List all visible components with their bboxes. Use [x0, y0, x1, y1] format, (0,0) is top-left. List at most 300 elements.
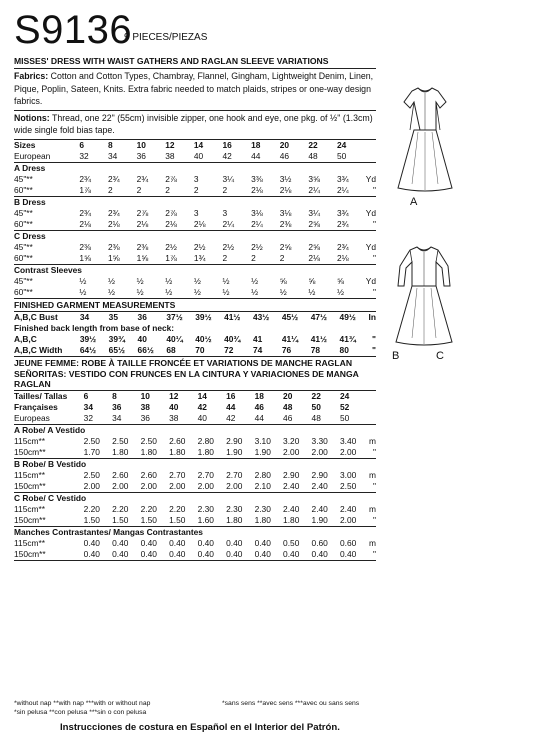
- table-cell: ⅝: [308, 275, 316, 286]
- table-cell: 48: [283, 401, 293, 412]
- table-cell: 2.40: [283, 503, 300, 514]
- bust-row: [14, 312, 376, 323]
- row-label: 60"**: [14, 253, 79, 265]
- table-cell: 22: [311, 390, 321, 401]
- table-cell: 32: [84, 413, 112, 425]
- table-cell: 2.20: [169, 503, 186, 514]
- table-cell: 3⅝: [308, 173, 321, 184]
- table-cell: 0.60: [311, 537, 328, 548]
- table-cell: 47½: [310, 311, 327, 322]
- table-cell: 50: [337, 151, 366, 163]
- table-cell: 64½: [80, 345, 109, 357]
- table-cell: 74: [253, 345, 282, 357]
- table-cell: 0.40: [226, 549, 254, 561]
- table-cell: 2.90: [283, 469, 300, 480]
- table-cell: 6: [79, 139, 85, 150]
- table-cell: 2: [137, 185, 166, 197]
- table-cell: 2.90: [311, 469, 328, 480]
- table-cell: 66½: [138, 345, 167, 357]
- table-cell: 38: [140, 401, 150, 412]
- notions-label: Notions:: [14, 112, 50, 123]
- figure-b-label: B: [392, 350, 400, 362]
- table-cell: 2½: [222, 241, 235, 252]
- table-cell: 38: [165, 151, 194, 163]
- table-cell: 0.40: [283, 549, 311, 561]
- table-cell: 0.40: [254, 537, 271, 548]
- table-cell: 44: [251, 151, 280, 163]
- metric-row: [14, 549, 376, 561]
- table-cell: 34: [112, 413, 140, 425]
- table-cell: 3¾: [337, 173, 349, 184]
- table-cell: 45½: [281, 311, 299, 322]
- table-cell: 2.40: [283, 481, 311, 493]
- title-spanish: SEÑORITAS: VESTIDO CON FRUNCES EN LA CINTURA Y VARIACIONES DE MANGA RAGLAN: [14, 368, 376, 391]
- table-cell: 2½: [193, 241, 206, 252]
- table-cell: 1⅞: [165, 253, 194, 265]
- row-label: 115cm**: [14, 469, 46, 480]
- table-cell: 2: [251, 253, 280, 265]
- table-cell: 0.40: [84, 549, 112, 561]
- table-cell: 2⅝: [279, 241, 292, 252]
- table-cell: 65½: [109, 345, 138, 357]
- table-cell: 2.20: [112, 503, 129, 514]
- table-cell: 2.40: [312, 481, 340, 493]
- fabrics-text: Cotton and Cotton Types, Chambray, Flannel, Gingham, Lightweight Denim, Linen, Pique, Poplin, Sateen, Knits. Extra fabric needed to match plaids, stripes or one-way design fabrics.: [14, 71, 374, 106]
- table-cell: 2¾: [108, 207, 120, 218]
- row-label: A Robe/ A Vestido: [14, 424, 86, 435]
- table-cell: 50: [340, 413, 368, 425]
- table-cell: 1.80: [198, 447, 226, 459]
- table-cell: 3: [193, 173, 199, 184]
- unit-cell: ": [366, 253, 376, 265]
- table-cell: 0.40: [83, 537, 100, 548]
- table-cell: 2: [194, 185, 223, 197]
- table-cell: 16: [226, 390, 236, 401]
- table-cell: 3: [193, 207, 199, 218]
- table-cell: 3⅜: [251, 173, 263, 184]
- table-cell: 18: [254, 390, 264, 401]
- table-cell: 1.80: [169, 447, 197, 459]
- unit-cell: m: [369, 537, 376, 548]
- row-label: A,B,C Bust: [14, 311, 58, 322]
- table-cell: 34: [83, 401, 93, 412]
- row-label: 115cm**: [14, 537, 46, 548]
- table-cell: ⅝: [279, 275, 287, 286]
- table-cell: 18: [251, 139, 261, 150]
- row-label: Finished back length from base of neck:: [14, 322, 175, 333]
- footnote-english: *without nap **with nap ***with or without nap: [14, 700, 151, 707]
- table-cell: 2: [223, 185, 252, 197]
- table-cell: 1.50: [112, 515, 140, 527]
- table-cell: ½: [108, 275, 115, 286]
- table-cell: 0.40: [112, 549, 140, 561]
- table-cell: 2⅜: [280, 219, 309, 231]
- table-cell: 6: [83, 390, 89, 401]
- yardage-row: [14, 253, 376, 265]
- table-cell: 2.40: [340, 503, 357, 514]
- table-cell: 2⅛: [194, 219, 223, 231]
- table-cell: 2: [280, 253, 309, 265]
- table-cell: 0.40: [169, 549, 197, 561]
- spanish-instructions-note: Instrucciones de costura en Español en el Interior del Patrón.: [60, 722, 340, 733]
- table-cell: 39½: [195, 311, 212, 322]
- unit-cell: ": [369, 481, 377, 493]
- table-cell: 41½: [310, 333, 327, 344]
- table-cell: ½: [223, 287, 252, 299]
- table-cell: 2⅝: [308, 241, 321, 252]
- table-cell: 2⅜: [79, 241, 92, 252]
- table-cell: 2¼: [308, 185, 337, 197]
- european-row: [14, 151, 376, 163]
- table-cell: 39¾: [108, 333, 125, 344]
- unit-cell: Yd: [365, 241, 376, 252]
- table-cell: 36: [137, 311, 147, 322]
- table-cell: ½: [137, 287, 166, 299]
- row-label: Manches Contrastantes/ Mangas Contrastantes: [14, 526, 203, 537]
- row-label: 45"**: [14, 241, 33, 252]
- table-cell: 41½: [224, 311, 241, 322]
- table-cell: 20: [283, 390, 293, 401]
- section-title: [14, 264, 376, 276]
- unit-cell: [366, 140, 376, 151]
- dress-bc-illustration: [388, 244, 460, 348]
- table-cell: 52: [340, 401, 350, 412]
- row-label: European: [14, 151, 79, 163]
- table-cell: 2.20: [83, 503, 100, 514]
- table-cell: 2.80: [254, 469, 271, 480]
- table-cell: 2⅛: [137, 219, 166, 231]
- table-cell: 2.60: [169, 435, 186, 446]
- yardage-row: [14, 208, 376, 219]
- yardage-row: [14, 242, 376, 253]
- unit-cell: ": [369, 515, 377, 527]
- table-cell: 2⅞: [136, 207, 149, 218]
- row-label: 150cm**: [14, 549, 84, 561]
- row-label: B Robe/ B Vestido: [14, 458, 87, 469]
- table-cell: 8: [112, 390, 117, 401]
- yardage-row: [14, 276, 376, 287]
- table-cell: 1.50: [84, 515, 112, 527]
- table-cell: 78: [311, 345, 340, 357]
- table-cell: 1⅝: [137, 253, 166, 265]
- table-cell: ½: [308, 287, 337, 299]
- figure-c-label: C: [436, 350, 444, 362]
- table-cell: 2¼: [223, 219, 252, 231]
- fabrics-paragraph: [14, 69, 376, 111]
- table-cell: 2¼: [251, 219, 280, 231]
- table-cell: 0.40: [312, 549, 340, 561]
- table-cell: 68: [166, 345, 195, 357]
- table-cell: 48: [312, 413, 340, 425]
- table-cell: 0.40: [169, 537, 186, 548]
- table-cell: ½: [194, 287, 223, 299]
- metric-row: [14, 470, 376, 481]
- table-cell: 0.40: [226, 537, 243, 548]
- table-cell: 2⅜: [136, 241, 149, 252]
- row-label: 115cm**: [14, 503, 46, 514]
- row-label: C Robe/ C Vestido: [14, 492, 87, 503]
- table-cell: 1.80: [112, 447, 140, 459]
- table-cell: 2.20: [140, 503, 157, 514]
- table-cell: ½: [165, 287, 194, 299]
- table-cell: 1¾: [194, 253, 223, 265]
- unit-cell: In: [368, 311, 376, 322]
- yardage-row: [14, 174, 376, 185]
- table-cell: 32: [79, 151, 108, 163]
- back-length-label: [14, 323, 376, 334]
- footnote-french: *sans sens **avec sens ***avec ou sans sens: [222, 700, 360, 707]
- table-cell: 40½: [195, 333, 212, 344]
- table-cell: 1.80: [141, 447, 169, 459]
- yardage-table: [14, 140, 376, 299]
- table-cell: 2¾: [337, 219, 366, 231]
- table-cell: 2.00: [283, 447, 311, 459]
- table-cell: 3¼: [222, 173, 235, 184]
- table-cell: 2¾: [136, 173, 149, 184]
- table-cell: 10: [140, 390, 150, 401]
- section-title: [14, 162, 376, 174]
- footnotes: [14, 700, 376, 717]
- yardage-row: [14, 287, 376, 299]
- metric-row: [14, 515, 376, 527]
- section-title: [14, 230, 376, 242]
- dress-a-illustration: [390, 84, 460, 196]
- table-cell: 39½: [79, 333, 97, 344]
- row-label: Sizes: [14, 139, 36, 150]
- table-cell: 3⅛: [251, 207, 263, 218]
- metric-row: [14, 481, 376, 493]
- table-cell: 3.40: [340, 435, 357, 446]
- metric-section-title: [14, 526, 376, 538]
- row-label: Contrast Sleeves: [14, 264, 82, 275]
- table-cell: 2½: [165, 241, 177, 252]
- row-label: 45"**: [14, 275, 33, 286]
- table-cell: 40¼: [166, 333, 183, 344]
- table-cell: 1⅝: [108, 253, 137, 265]
- metric-section-title: [14, 458, 376, 470]
- table-cell: 40: [137, 333, 147, 344]
- metric-section-title: [14, 424, 376, 436]
- unit-cell: [369, 391, 377, 402]
- row-label: Tailles/ Tallas: [14, 390, 68, 401]
- table-cell: 3.30: [311, 435, 328, 446]
- table-cell: 1.90: [255, 447, 283, 459]
- table-cell: ⅝: [337, 275, 344, 286]
- unit-cell: Yd: [365, 275, 376, 286]
- unit-cell: [369, 402, 377, 413]
- table-cell: 2.00: [340, 515, 368, 527]
- section-title: [14, 196, 376, 208]
- table-cell: 2: [108, 185, 137, 197]
- table-cell: 48: [308, 151, 337, 163]
- row-label: 45"**: [14, 207, 33, 218]
- unit-cell: ": [372, 333, 376, 344]
- table-cell: ½: [251, 275, 259, 286]
- table-cell: ½: [222, 275, 230, 286]
- table-cell: ½: [280, 287, 309, 299]
- table-cell: 1.70: [84, 447, 112, 459]
- table-cell: 2.30: [226, 503, 243, 514]
- table-cell: ½: [79, 275, 87, 286]
- row-label: 150cm**: [14, 481, 84, 493]
- pattern-number: S9136: [14, 8, 133, 52]
- metric-row: [14, 447, 376, 459]
- table-cell: 0.40: [141, 549, 169, 561]
- table-cell: 42: [197, 401, 207, 412]
- table-cell: 2.00: [169, 481, 197, 493]
- europeas-row: [14, 413, 376, 425]
- metric-row: [14, 538, 376, 549]
- table-cell: ½: [136, 275, 144, 286]
- table-cell: 1⅞: [79, 185, 108, 197]
- table-cell: 35: [108, 311, 118, 322]
- table-cell: 34: [79, 311, 90, 322]
- table-cell: 2⅛: [79, 219, 108, 231]
- table-cell: ½: [165, 275, 173, 286]
- table-cell: 2.80: [197, 435, 214, 446]
- unit-cell: Yd: [365, 207, 376, 218]
- table-cell: 36: [112, 401, 122, 412]
- table-cell: 0.50: [283, 537, 300, 548]
- table-cell: 0.40: [112, 537, 129, 548]
- table-cell: 2⅛: [108, 219, 137, 231]
- table-cell: 2¾: [79, 207, 92, 218]
- table-cell: 38: [169, 413, 197, 425]
- table-cell: 41¾: [339, 333, 356, 344]
- table-cell: 1⅝: [79, 253, 108, 265]
- unit-cell: ": [369, 549, 377, 561]
- row-label: Europeas: [14, 413, 84, 425]
- unit-cell: ": [366, 185, 376, 197]
- yardage-row: [14, 185, 376, 197]
- table-cell: 2¼: [337, 185, 366, 197]
- table-cell: 1.80: [283, 515, 311, 527]
- table-cell: ½: [79, 287, 108, 299]
- pieces-count: 9 PIECES/PIEZAS: [124, 32, 208, 43]
- table-cell: 0.40: [197, 537, 214, 548]
- row-label: 60"**: [14, 185, 79, 197]
- table-cell: 2.70: [197, 469, 214, 480]
- table-cell: 12: [165, 139, 175, 150]
- unit-cell: ": [366, 219, 376, 231]
- table-cell: 40: [198, 413, 226, 425]
- unit-cell: [369, 413, 377, 425]
- table-cell: 40: [169, 401, 179, 412]
- row-label: 60"**: [14, 219, 79, 231]
- row-label: A,B,C Width: [14, 345, 80, 357]
- table-cell: 1.50: [169, 515, 197, 527]
- table-cell: ½: [337, 287, 366, 299]
- table-cell: 49½: [339, 311, 356, 322]
- table-cell: 2.70: [169, 469, 186, 480]
- table-cell: 24: [340, 390, 350, 401]
- table-cell: 2.60: [140, 469, 157, 480]
- unit-cell: m: [369, 435, 376, 446]
- unit-cell: m: [369, 469, 376, 480]
- table-cell: 2.00: [84, 481, 112, 493]
- row-label: A Dress: [14, 162, 46, 173]
- table-cell: 2.50: [140, 435, 157, 446]
- table-cell: 2.50: [83, 435, 100, 446]
- unit-cell: ": [366, 287, 376, 299]
- finished-measurements-table: [14, 312, 376, 357]
- table-cell: 3: [222, 207, 228, 218]
- table-cell: 2⅛: [165, 219, 194, 231]
- fabrics-label: Fabrics:: [14, 71, 49, 81]
- table-cell: 41: [252, 333, 263, 344]
- metric-section-title: [14, 492, 376, 504]
- table-cell: 46: [283, 413, 311, 425]
- unit-cell: ": [368, 345, 376, 357]
- table-cell: 1.80: [226, 515, 254, 527]
- table-cell: 50: [311, 401, 321, 412]
- table-cell: 2⅛: [251, 185, 280, 197]
- metric-sizes-row: [14, 391, 376, 402]
- table-cell: 1.60: [198, 515, 226, 527]
- table-cell: 3¾: [337, 207, 349, 218]
- row-label: Françaises: [14, 401, 58, 412]
- table-cell: 43½: [252, 311, 270, 322]
- title-english: MISSES' DRESS WITH WAIST GATHERS AND RAGLAN SLEEVE VARIATIONS: [14, 54, 376, 69]
- table-cell: 2⅛: [337, 253, 366, 265]
- francaises-row: [14, 402, 376, 413]
- table-cell: ½: [108, 287, 137, 299]
- table-cell: 46: [254, 401, 264, 412]
- table-cell: 2.40: [311, 503, 328, 514]
- table-cell: 34: [108, 151, 137, 163]
- table-cell: ½: [193, 275, 201, 286]
- finished-measurements-title: FINISHED GARMENT MEASUREMENTS: [14, 299, 376, 312]
- metric-table: [14, 391, 376, 561]
- table-cell: 2¾: [108, 173, 120, 184]
- table-cell: 72: [224, 345, 253, 357]
- row-label: 45"**: [14, 173, 33, 184]
- table-cell: 36: [137, 151, 166, 163]
- table-cell: 42: [226, 413, 254, 425]
- row-label: 150cm**: [14, 447, 84, 459]
- table-cell: 2.00: [340, 447, 368, 459]
- table-cell: 2.00: [112, 481, 140, 493]
- table-cell: 2.00: [226, 481, 254, 493]
- table-cell: 2⅛: [280, 185, 309, 197]
- table-cell: 41¼: [281, 333, 299, 344]
- table-cell: 2.30: [254, 503, 271, 514]
- table-cell: 0.40: [255, 549, 283, 561]
- table-cell: 76: [282, 345, 311, 357]
- table-cell: 80: [340, 345, 369, 357]
- table-cell: 2.00: [141, 481, 169, 493]
- table-cell: 2.60: [112, 469, 129, 480]
- figure-a-label: A: [410, 196, 418, 208]
- notions-paragraph: [14, 111, 376, 140]
- title-french: JEUNE FEMME: ROBE À TAILLE FRONCÉE ET VARIATIONS DE MANCHE RAGLAN: [14, 357, 353, 368]
- table-cell: 44: [255, 413, 283, 425]
- table-cell: 1.90: [226, 447, 254, 459]
- table-cell: 2⅝: [308, 219, 337, 231]
- footnote-spanish: *sin pelusa **con pelusa ***sin o con pelusa: [14, 708, 147, 716]
- table-cell: 20: [279, 139, 290, 150]
- row-label: 60"**: [14, 287, 79, 299]
- table-cell: 2: [223, 253, 252, 265]
- table-cell: 2.90: [226, 435, 243, 446]
- table-cell: 2¾: [79, 173, 92, 184]
- table-cell: 36: [141, 413, 169, 425]
- table-cell: 40¾: [224, 333, 241, 344]
- table-cell: 0.40: [340, 549, 368, 561]
- table-cell: 2¾: [337, 241, 349, 252]
- back-length-row: [14, 334, 376, 345]
- table-cell: 1.80: [255, 515, 283, 527]
